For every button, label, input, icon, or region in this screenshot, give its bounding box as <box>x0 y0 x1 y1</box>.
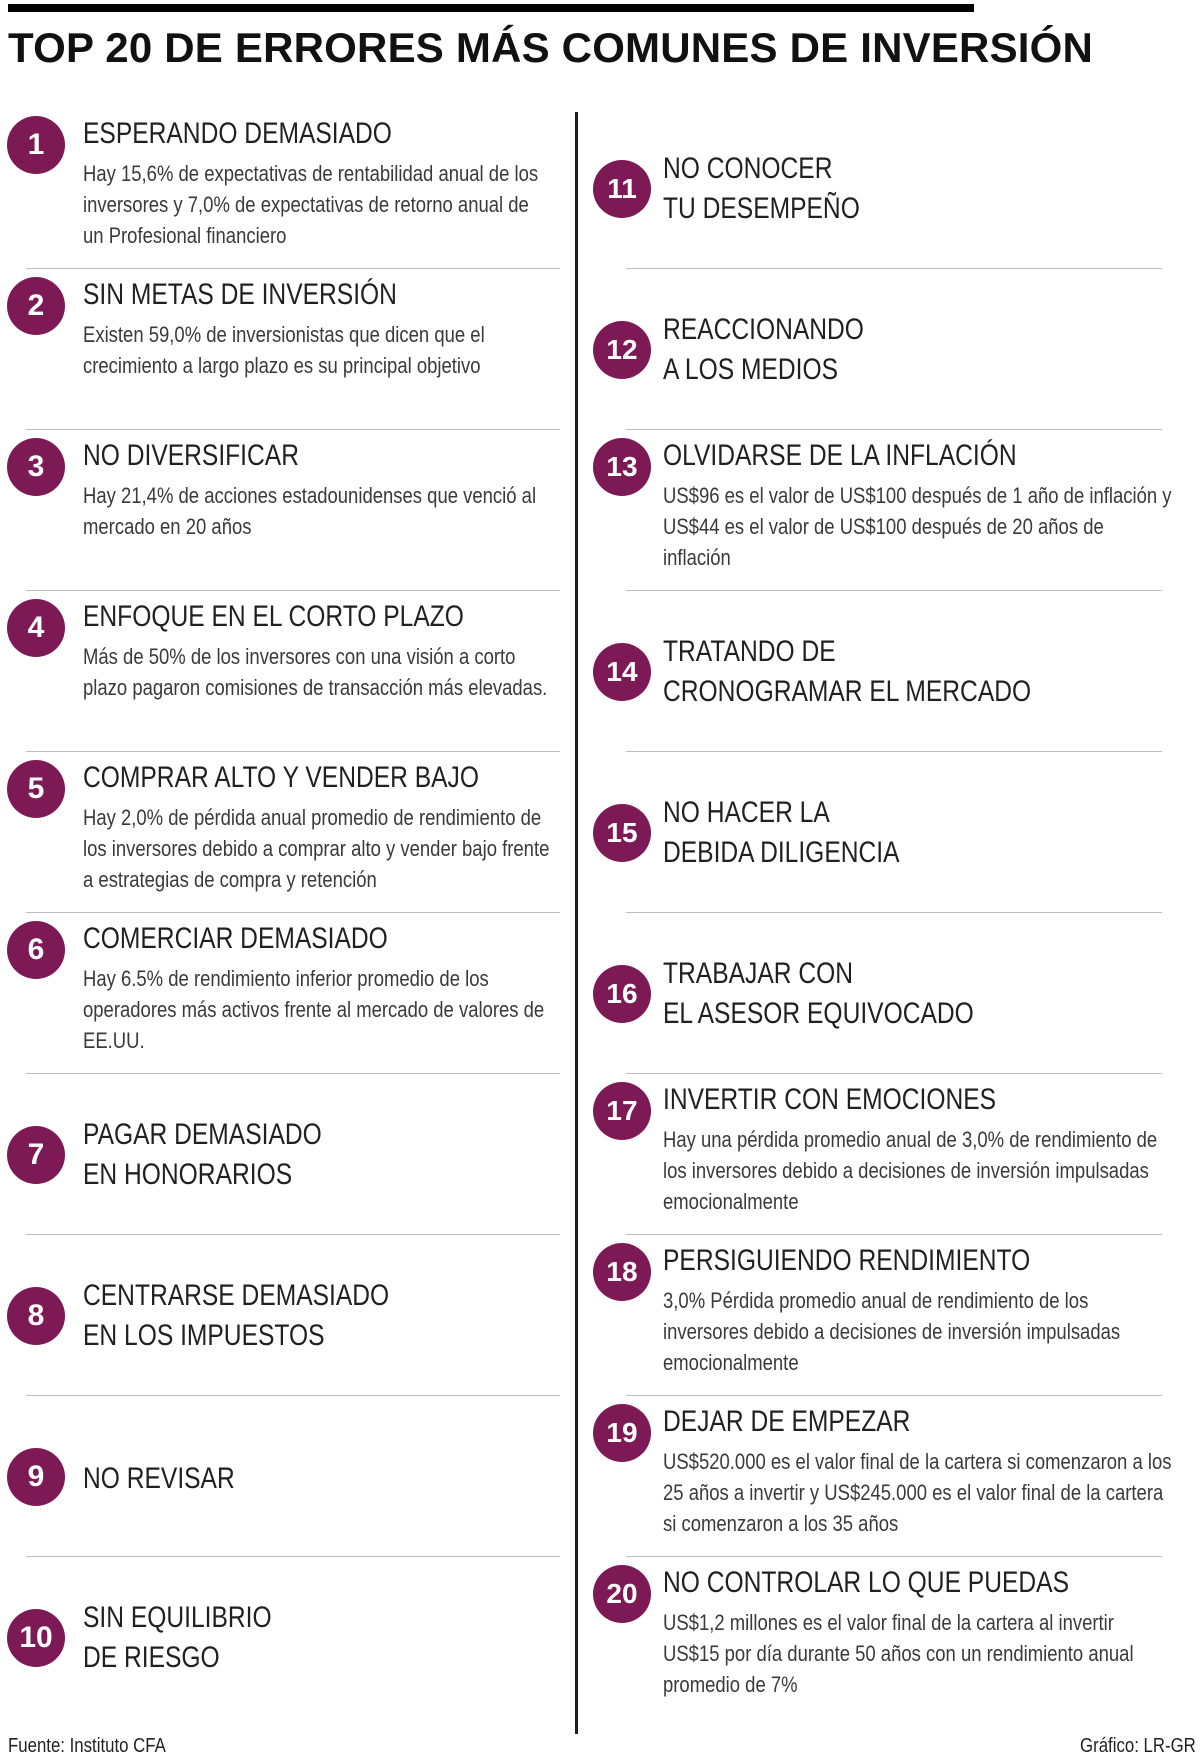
item-title: TRATANDO DE CRONOGRAMAR EL MERCADO <box>663 635 1032 708</box>
item-description: Hay 21,4% de acciones estadounidenses que venció al mercado en 20 años <box>83 483 537 539</box>
item-number-badge: 1 <box>7 116 65 174</box>
item-title: ENFOQUE EN EL CORTO PLAZO <box>83 600 464 633</box>
item-title: NO CONOCER TU DESEMPEÑO <box>663 152 860 225</box>
item-title: COMPRAR ALTO Y VENDER BAJO <box>83 761 479 794</box>
list-item <box>580 913 1180 1074</box>
item-title: DEJAR DE EMPEZAR <box>663 1405 911 1438</box>
item-title: SIN EQUILIBRIO DE RIESGO <box>83 1601 272 1674</box>
item-description: Existen 59,0% de inversionistas que dicen que el crecimiento a largo plazo es su principal objetivo <box>83 322 485 378</box>
item-description: 3,0% Pérdida promedio anual de rendimiento de los inversores debido a decisiones de inversión impulsadas emocionalmente <box>663 1288 1121 1375</box>
item-number-badge: 12 <box>593 321 651 379</box>
item-title: PERSIGUIENDO RENDIMIENTO <box>663 1244 1031 1277</box>
item-title: REACCIONANDO A LOS MEDIOS <box>663 313 864 386</box>
item-description: US$520.000 es el valor final de la cartera si comenzaron a los 25 años a invertir y US$245.000 es el valor final de la cartera si comenzaron a los 35 años <box>663 1449 1172 1536</box>
list-item <box>580 1235 1180 1396</box>
page-title: TOP 20 DE ERRORES MÁS COMUNES DE INVERSIÓN <box>8 24 1094 71</box>
item-number-badge: 11 <box>593 160 651 218</box>
item-number-badge: 16 <box>593 965 651 1023</box>
item-description: Hay 2,0% de pérdida anual promedio de rendimiento de los inversores debido a comprar alto y vender bajo frente a estrategias de compra y retención <box>83 805 550 892</box>
item-title: SIN METAS DE INVERSIÓN <box>83 278 397 311</box>
item-title: TRABAJAR CON EL ASESOR EQUIVOCADO <box>663 957 974 1030</box>
item-title: PAGAR DEMASIADO EN HONORARIOS <box>83 1118 322 1191</box>
list-item <box>580 1396 1180 1557</box>
list-item <box>580 108 1180 269</box>
item-description: Más de 50% de los inversores con una visión a corto plazo pagaron comisiones de transacción más elevadas. <box>83 644 548 700</box>
item-number-badge: 19 <box>593 1404 651 1462</box>
item-number-badge: 13 <box>593 438 651 496</box>
list-item <box>0 752 570 913</box>
list-item <box>0 108 570 269</box>
item-number-badge: 6 <box>7 921 65 979</box>
item-description: US$1,2 millones es el valor final de la cartera al invertir US$15 por día durante 50 años con un rendimiento anual promedio de 7% <box>663 1610 1134 1697</box>
source-note: Fuente: Instituto CFA <box>8 1735 166 1757</box>
item-description: Hay 15,6% de expectativas de rentabilidad anual de los inversores y 7,0% de expectativas de retorno anual de un Profesional financiero <box>83 161 539 248</box>
item-number-badge: 9 <box>7 1448 65 1506</box>
item-number-badge: 14 <box>593 643 651 701</box>
item-title: NO DIVERSIFICAR <box>83 439 299 472</box>
item-number-badge: 10 <box>7 1609 65 1667</box>
item-number-badge: 7 <box>7 1126 65 1184</box>
item-number-badge: 5 <box>7 760 65 818</box>
list-item <box>0 1235 570 1396</box>
item-number-badge: 20 <box>593 1565 651 1623</box>
list-item <box>580 1557 1180 1718</box>
item-description: Hay 6.5% de rendimiento inferior promedio de los operadores más activos frente al mercado de valores de EE.UU. <box>83 966 545 1053</box>
list-item <box>580 591 1180 752</box>
item-title: INVERTIR CON EMOCIONES <box>663 1083 997 1116</box>
item-title: COMERCIAR DEMASIADO <box>83 922 388 955</box>
list-item <box>0 1396 570 1557</box>
item-number-badge: 2 <box>7 277 65 335</box>
item-number-badge: 17 <box>593 1082 651 1140</box>
list-item <box>0 430 570 591</box>
item-title: ESPERANDO DEMASIADO <box>83 117 392 150</box>
list-item <box>0 591 570 752</box>
list-item <box>580 752 1180 913</box>
list-item <box>580 430 1180 591</box>
item-number-badge: 3 <box>7 438 65 496</box>
list-item <box>0 1074 570 1235</box>
top-rule <box>8 4 974 12</box>
item-title: OLVIDARSE DE LA INFLACIÓN <box>663 439 1017 472</box>
list-item <box>0 913 570 1074</box>
item-number-badge: 15 <box>593 804 651 862</box>
item-title: CENTRARSE DEMASIADO EN LOS IMPUESTOS <box>83 1279 390 1352</box>
list-item <box>580 1074 1180 1235</box>
item-number-badge: 18 <box>593 1243 651 1301</box>
item-number-badge: 4 <box>7 599 65 657</box>
item-title: NO REVISAR <box>83 1462 235 1495</box>
graphic-credit: Gráfico: LR-GR <box>1080 1735 1196 1757</box>
item-title: NO CONTROLAR LO QUE PUEDAS <box>663 1566 1069 1599</box>
item-number-badge: 8 <box>7 1287 65 1345</box>
item-description: Hay una pérdida promedio anual de 3,0% de rendimiento de los inversores debido a decisiones de inversión impulsadas emocionalmente <box>663 1127 1158 1214</box>
list-item <box>0 1557 570 1718</box>
column-divider <box>575 112 578 1734</box>
item-title: NO HACER LA DEBIDA DILIGENCIA <box>663 796 900 869</box>
list-item <box>580 269 1180 430</box>
list-item <box>0 269 570 430</box>
item-description: US$96 es el valor de US$100 después de 1 año de inflación y US$44 es el valor de US$100 después de 20 años de inflación <box>663 483 1172 570</box>
